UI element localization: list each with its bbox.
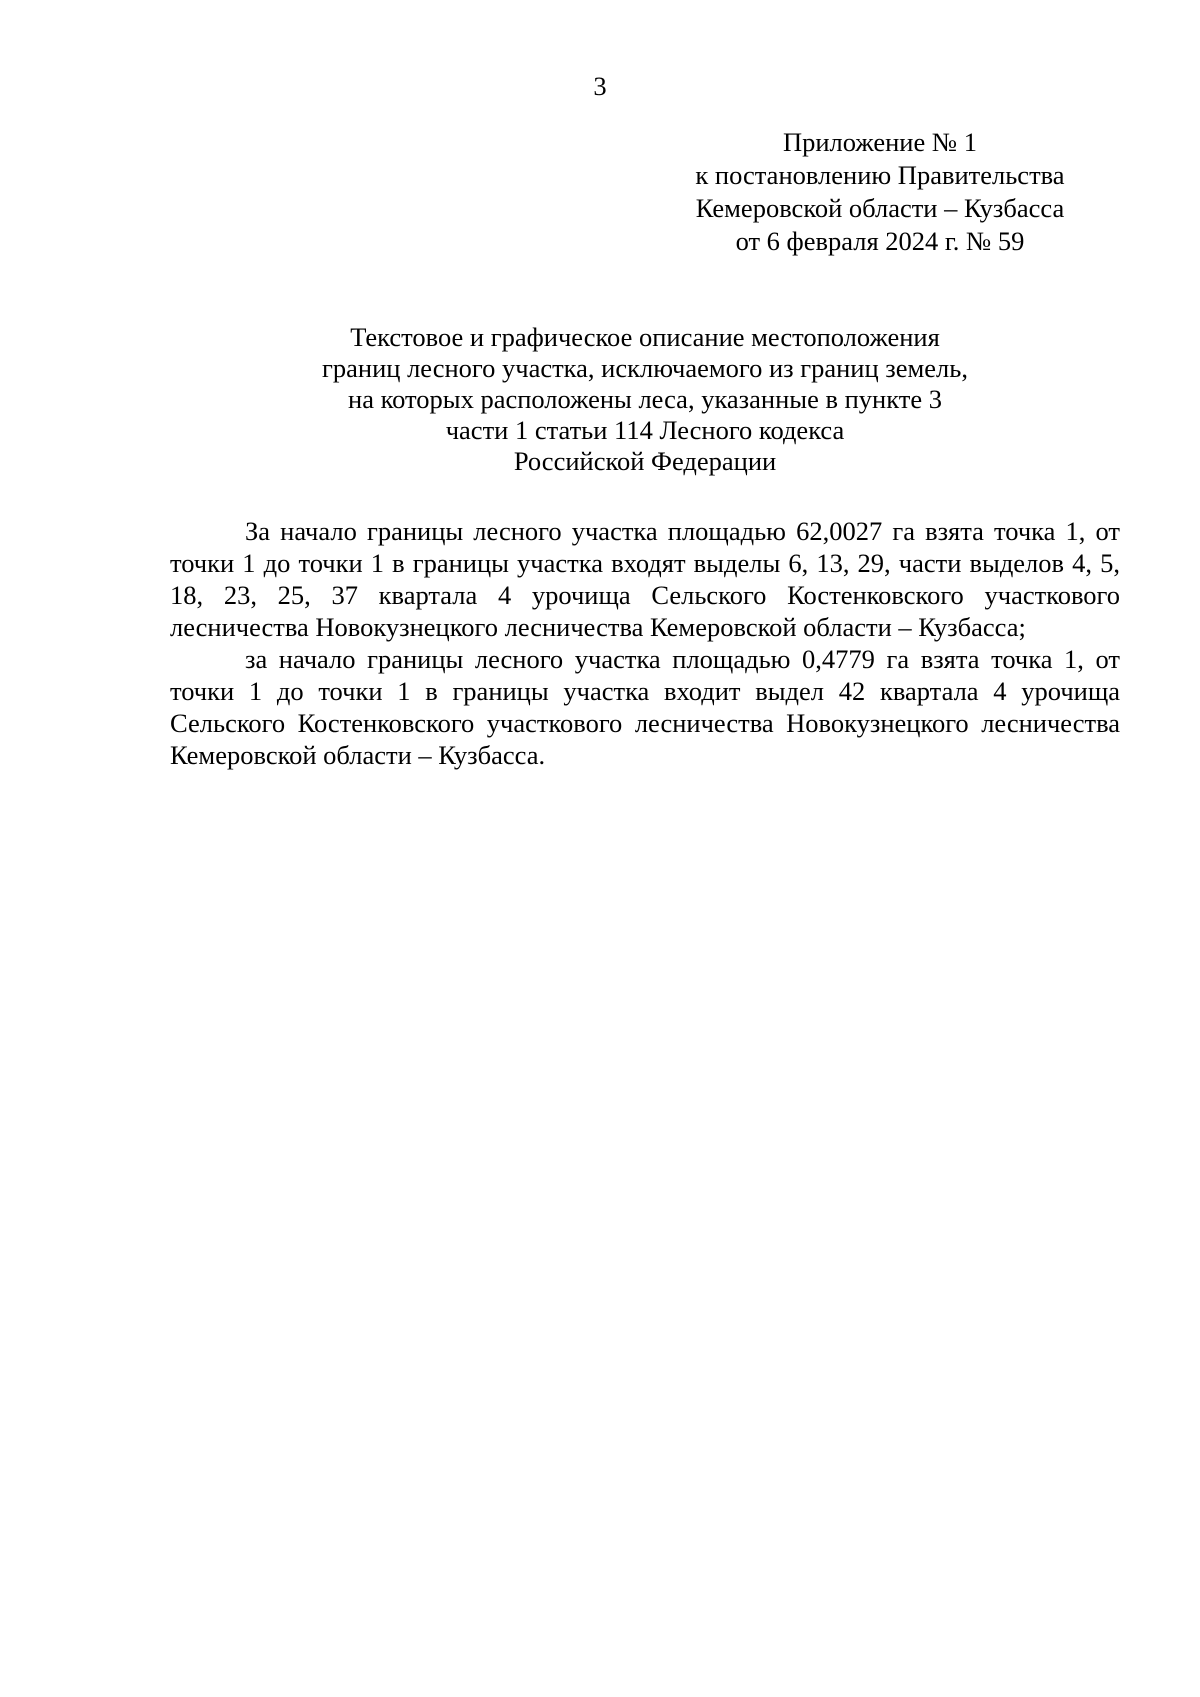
page-number: 3 bbox=[593, 71, 607, 101]
title-line: на которых расположены леса, указанные в пункте 3 bbox=[348, 384, 942, 414]
appendix-line: к постановлению Правительства bbox=[695, 160, 1065, 190]
document-body bbox=[170, 515, 1120, 771]
body-paragraph: за начало границы лесного участка площадью 0,4779 га взята точка 1, от точки 1 до точки 1 в границы участка входит выдел 42 квартала 4 урочища Сельского Костенковского участкового лесничества Новокузнецкого лесничества Кемеровской области – Кузбасса. bbox=[170, 644, 1120, 770]
appendix-line: Приложение № 1 bbox=[782, 127, 977, 157]
title-line: части 1 статьи 114 Лесного кодекса bbox=[445, 415, 845, 445]
appendix-header bbox=[640, 126, 1120, 258]
appendix-line: от 6 февраля 2024 г. № 59 bbox=[735, 226, 1025, 256]
title-line: границ лесного участка, исключаемого из границ земель, bbox=[322, 353, 968, 383]
title-line: Текстовое и графическое описание местоположения bbox=[350, 322, 940, 352]
appendix-line: Кемеровской области – Кузбасса bbox=[695, 193, 1065, 223]
body-paragraph: За начало границы лесного участка площадью 62,0027 га взята точка 1, от точки 1 до точки 1 в границы участка входят выделы 6, 13, 29, части выделов 4, 5, 18, 23, 25, 37 квартала 4 урочища Сельского Костенковского участкового лесничества Новокузнецкого лесничества Кемеровской области – Кузбасса; bbox=[170, 516, 1120, 642]
document-title bbox=[170, 322, 1120, 477]
title-line: Российской Федерации bbox=[513, 446, 777, 476]
